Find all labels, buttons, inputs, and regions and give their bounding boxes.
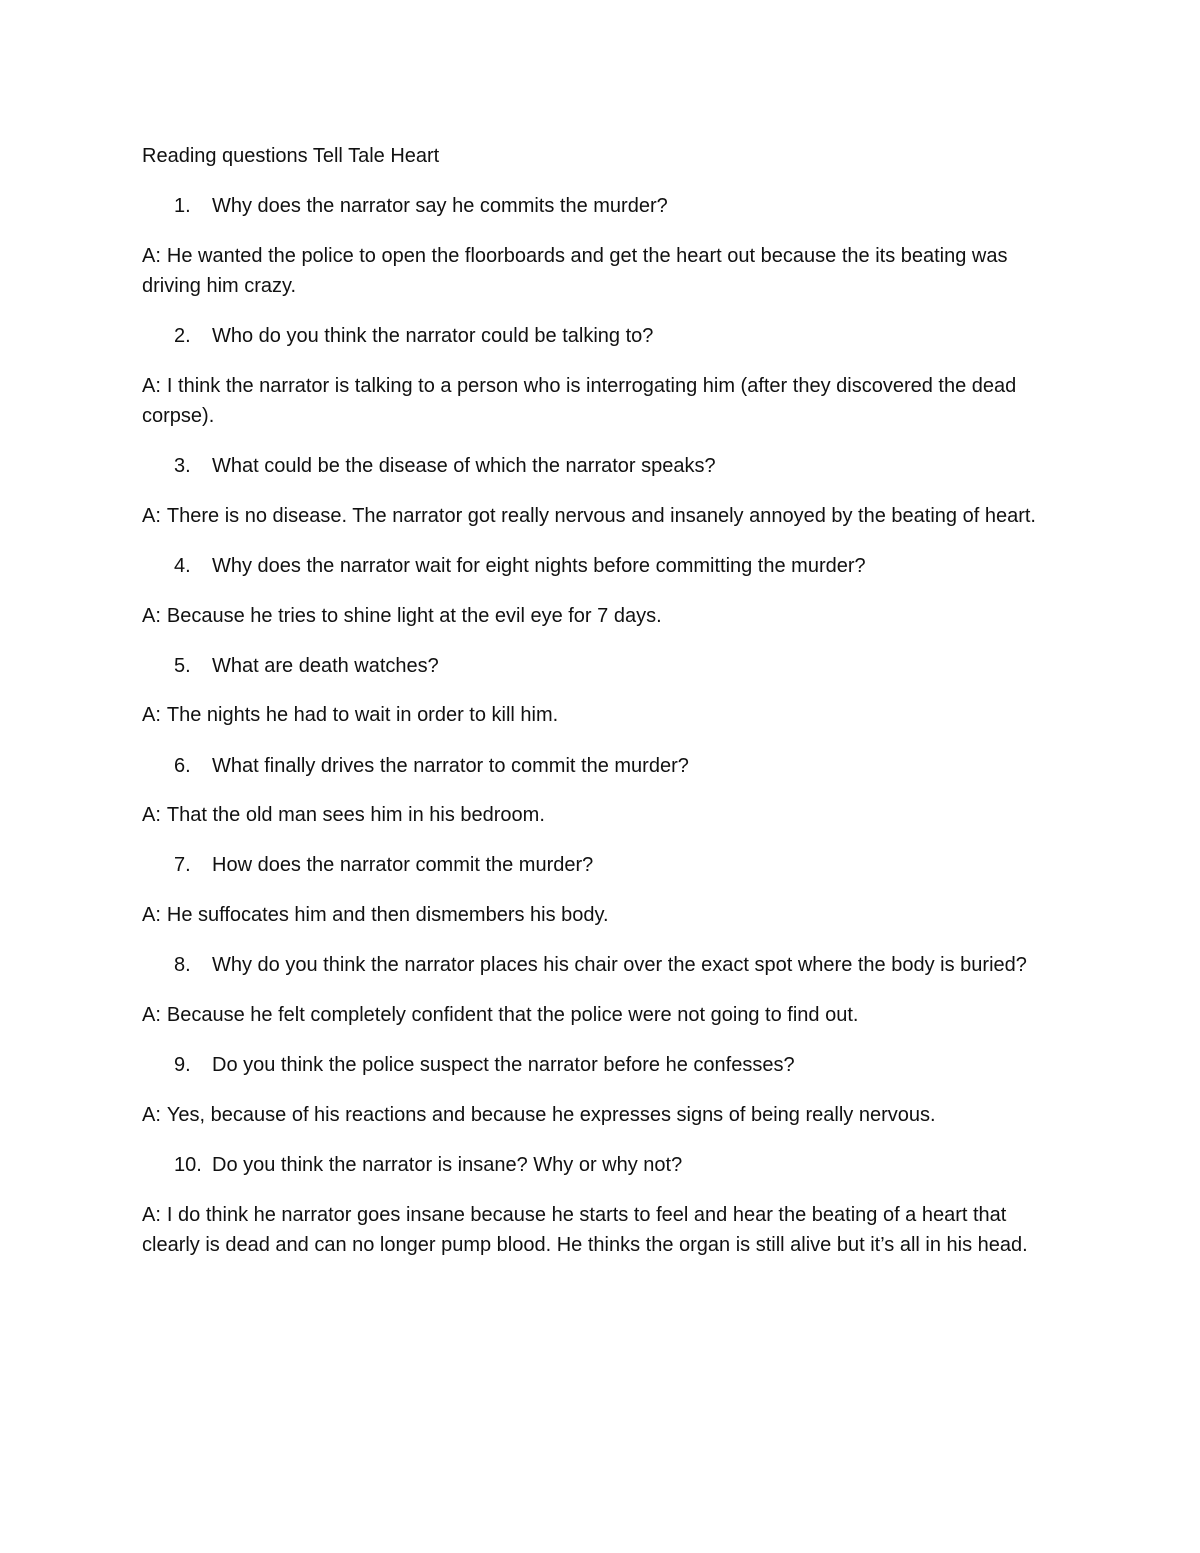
question-8	[174, 952, 1027, 978]
answer-text: Because he tries to shine light at the evil eye for 7 days.	[166, 605, 662, 627]
question-text: Do you think the police suspect the narrator before he confesses?	[212, 1054, 795, 1076]
question-10	[174, 1152, 682, 1178]
answer-text: Yes, because of his reactions and because he expresses signs of being really nervous.	[166, 1104, 936, 1126]
question-text: Why does the narrator wait for eight nights before committing the murder?	[212, 555, 866, 577]
answer-text: That the old man sees him in his bedroom.	[166, 804, 545, 826]
question-number: 8.	[174, 954, 191, 976]
question-7	[174, 852, 593, 878]
question-text: Who do you think the narrator could be talking to?	[212, 325, 654, 347]
question-2	[174, 323, 653, 349]
answer-8	[142, 1000, 1062, 1030]
answer-prefix: A:	[142, 904, 161, 926]
question-text: Do you think the narrator is insane? Why or why not?	[212, 1154, 683, 1176]
answer-prefix: A:	[142, 704, 161, 726]
answer-prefix: A:	[142, 505, 161, 527]
answer-prefix: A:	[142, 1204, 161, 1226]
question-number: 9.	[174, 1054, 191, 1076]
answer-4	[142, 601, 1062, 631]
question-text: How does the narrator commit the murder?	[212, 854, 594, 876]
question-number: 6.	[174, 755, 191, 777]
question-number: 3.	[174, 455, 191, 477]
answer-prefix: A:	[142, 375, 161, 397]
question-text: What finally drives the narrator to commit the murder?	[212, 755, 689, 777]
answer-10	[142, 1200, 1062, 1260]
question-5	[174, 653, 439, 679]
answer-2	[142, 371, 1062, 431]
question-number: 10.	[174, 1154, 202, 1176]
question-6	[174, 753, 689, 779]
answer-prefix: A:	[142, 245, 161, 267]
question-4	[174, 553, 866, 579]
answer-7	[142, 900, 1062, 930]
answer-prefix: A:	[142, 1004, 161, 1026]
question-text: What could be the disease of which the narrator speaks?	[212, 455, 716, 477]
answer-prefix: A:	[142, 804, 161, 826]
answer-3	[142, 501, 1062, 531]
question-1	[174, 193, 668, 219]
answer-text: There is no disease. The narrator got really nervous and insanely annoyed by the beating of heart.	[166, 505, 1036, 527]
question-number: 7.	[174, 854, 191, 876]
answer-5	[142, 700, 1062, 730]
question-text: Why does the narrator say he commits the murder?	[212, 195, 668, 217]
answer-text: Because he felt completely confident that the police were not going to find out.	[166, 1004, 859, 1026]
answer-text: I do think he narrator goes insane because he starts to feel and hear the beating of a heart that clearly is dead and can no longer pump blood. He thinks the organ is still alive but it’s all in his head.	[142, 1204, 1028, 1256]
answer-1	[142, 241, 1062, 301]
answer-text: He wanted the police to open the floorboards and get the heart out because the its beating was driving him crazy.	[142, 245, 1008, 297]
question-number: 2.	[174, 325, 191, 347]
question-text: What are death watches?	[212, 655, 439, 677]
question-number: 4.	[174, 555, 191, 577]
answer-text: The nights he had to wait in order to kill him.	[166, 704, 559, 726]
answer-text: He suffocates him and then dismembers his body.	[166, 904, 609, 926]
document-title: Reading questions Tell Tale Heart	[142, 145, 440, 167]
question-number: 5.	[174, 655, 191, 677]
answer-text: I think the narrator is talking to a person who is interrogating him (after they discovered the dead corpse).	[142, 375, 1017, 427]
question-9	[174, 1052, 795, 1078]
question-text: Why do you think the narrator places his chair over the exact spot where the body is buried?	[212, 954, 1027, 976]
answer-prefix: A:	[142, 1104, 161, 1126]
question-number: 1.	[174, 195, 191, 217]
question-3	[174, 453, 716, 479]
answer-6	[142, 800, 1062, 830]
answer-prefix: A:	[142, 605, 161, 627]
answer-9	[142, 1100, 1062, 1130]
